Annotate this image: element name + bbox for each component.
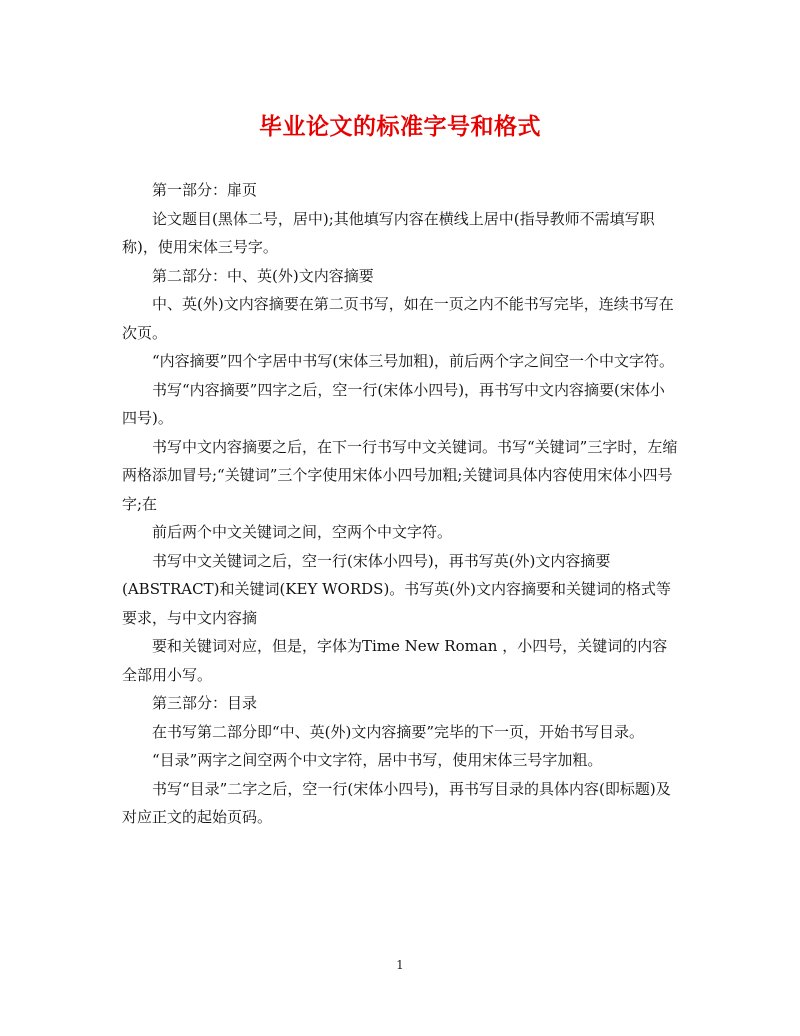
page-number: 1 — [396, 958, 404, 972]
section-heading-2: 第二部分：中、英(外)文内容摘要 — [152, 266, 374, 285]
paragraph: 书写中文内容摘要之后，在下一行书写中文关键词。书写“关键词”三字时，左缩两格添加冒号;“关键词”三个字使用宋体小四号加粗;关键词具体内容使用宋体小四号字;在 — [122, 437, 678, 513]
paragraph: 在书写第二部分即“中、英(外)文内容摘要”完毕的下一页，开始书写目录。 — [152, 722, 645, 741]
paragraph: 前后两个中文关键词之间，空两个中文字符。 — [152, 523, 453, 541]
paragraph: 论文题目(黑体二号，居中);其他填写内容在横线上居中(指导教师不需填写职称)，使用宋体三号字。 — [122, 209, 655, 256]
document-body — [122, 176, 678, 832]
paragraph: “目录”两字之间空两个中文字符，居中书写，使用宋体三号字加粗。 — [152, 751, 603, 769]
paragraph: 书写“目录”二字之后，空一行(宋体小四号)，再书写目录的具体内容(即标题)及对应正文的起始页码。 — [122, 779, 671, 826]
section-heading-3: 第三部分：目录 — [152, 694, 258, 712]
paragraph: 要和关键词对应，但是，字体为Time New Roman ，小四号，关键词的内容全部用小写。 — [122, 637, 668, 684]
paragraph: “内容摘要”四个字居中书写(宋体三号加粗)，前后两个字之间空一个中文字符。 — [152, 352, 675, 370]
document-title: 毕业论文的标准字号和格式 — [259, 113, 541, 140]
paragraph: 书写中文关键词之后，空一行(宋体小四号)，再书写英(外)文内容摘要(ABSTRACT)和关键词(KEY WORDS)。书写英(外)文内容摘要和关键词的格式等要求，与中文内容摘 — [122, 551, 671, 627]
paragraph: 中、英(外)文内容摘要在第二页书写，如在一页之内不能书写完毕，连续书写在次页。 — [122, 295, 674, 342]
section-heading-1: 第一部分：扉页 — [152, 181, 258, 199]
paragraph: 书写“内容摘要”四字之后，空一行(宋体小四号)，再书写中文内容摘要(宋体小四号)。 — [122, 380, 665, 427]
